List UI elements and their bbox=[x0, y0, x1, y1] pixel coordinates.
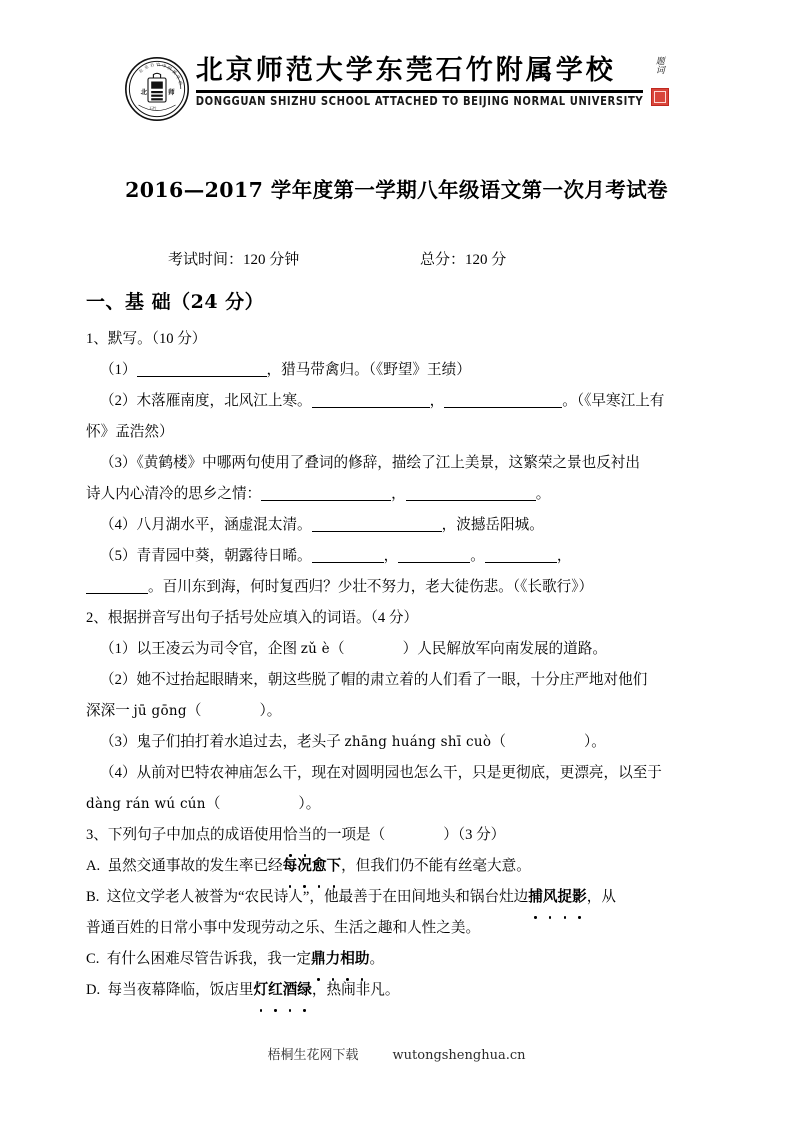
item-text: 八月湖水平，涵虚混太清。 bbox=[136, 516, 312, 533]
question-1-item-1 bbox=[86, 355, 706, 386]
item-text: ）人民解放军向南发展的道路。 bbox=[402, 640, 607, 657]
red-seal-stamp-icon bbox=[651, 88, 669, 106]
item-text: ， bbox=[556, 547, 572, 564]
item-text: 3、下列句子中加点的成语使用 bbox=[86, 826, 284, 843]
option-text: 这位文学老人被誉为“农民诗人”，他最善于在田间地头和锅台灶边 bbox=[106, 888, 529, 905]
question-3-option-c[interactable] bbox=[86, 944, 706, 975]
item-text: 鬼子们拍打着水追过去，老头子 bbox=[136, 733, 345, 750]
item-text: ）（3 分） bbox=[443, 826, 506, 843]
answer-blank[interactable] bbox=[86, 578, 148, 594]
item-label: （4） bbox=[100, 516, 137, 533]
svg-text:附: 附 bbox=[166, 65, 173, 72]
question-3-stem bbox=[86, 820, 706, 851]
question-1-item-2-cont: 怀》孟浩然） bbox=[86, 423, 174, 440]
option-text: ，热闹非凡。 bbox=[311, 981, 400, 998]
item-text: 。 bbox=[535, 485, 551, 502]
svg-text:学: 学 bbox=[174, 74, 182, 81]
question-3-option-d[interactable] bbox=[86, 975, 706, 1006]
exam-body bbox=[86, 290, 706, 1006]
option-text: ，但我们仍不能有丝毫大意。 bbox=[341, 857, 531, 874]
item-label: （1） bbox=[100, 361, 137, 378]
question-2-item-4-cont: dàng rán wú cún（ ）。 bbox=[86, 795, 321, 812]
answer-blank[interactable] bbox=[485, 547, 557, 563]
svg-text:石: 石 bbox=[149, 62, 155, 69]
question-3-option-b[interactable] bbox=[86, 882, 706, 913]
item-label: （5） bbox=[100, 547, 137, 564]
option-text: 每当夜幕降临，饭店里 bbox=[107, 981, 254, 998]
svg-text:北: 北 bbox=[137, 67, 144, 75]
item-text: ， bbox=[383, 547, 399, 564]
answer-blank[interactable] bbox=[406, 485, 536, 501]
option-label: B. bbox=[86, 888, 100, 905]
item-text: ，猎马带禽归。（《野望》王绩） bbox=[266, 361, 471, 378]
exam-duration-label: 考试时间：120 分钟 bbox=[168, 252, 300, 268]
item-text: ）。 bbox=[298, 795, 321, 812]
item-text: 深深一 bbox=[86, 702, 134, 719]
letterhead-annotations bbox=[651, 54, 669, 106]
item-text: 。百川东到海，何时复西归？少壮不努力，老大徒伤悲。（《长歌行》） bbox=[148, 578, 594, 595]
option-label: A. bbox=[86, 857, 101, 874]
exam-total-score-label: 总分：120 分 bbox=[420, 252, 507, 268]
item-text: 的一项是（ bbox=[312, 826, 386, 843]
school-name-chinese: 北京师范大学东莞石竹附属学校 bbox=[195, 55, 616, 86]
pinyin-hint: dàng rán wú cún bbox=[86, 795, 206, 812]
section-heading-basics: 一、基 础（24 分） bbox=[86, 291, 265, 313]
question-1-item-4 bbox=[86, 510, 706, 541]
question-2-stem: 2、根据拼音写出句子括号处应填入的词语。（4 分） bbox=[86, 609, 419, 626]
svg-text:属: 属 bbox=[171, 69, 178, 76]
option-text: ，从 bbox=[586, 888, 616, 905]
question-1-item-2 bbox=[86, 386, 706, 417]
answer-blank[interactable] bbox=[137, 361, 267, 377]
question-2-item-1: （1）以王凌云为司令官，企图 zǔ è（ ）人民解放军向南发展的道路。 bbox=[100, 640, 607, 657]
question-1-item-5-cont bbox=[86, 572, 706, 603]
item-text: 她不过抬起眼睛来，朝这些脱了帽的肃立着的人们看了一眼，十分庄严地对他们 bbox=[136, 671, 648, 688]
question-2-item-2-cont: 深深一 jū gōng（ ）。 bbox=[86, 702, 282, 719]
question-3-option-a[interactable] bbox=[86, 851, 706, 882]
letterhead-divider bbox=[196, 90, 643, 93]
svg-text:京: 京 bbox=[143, 63, 150, 71]
question-2-item-4 bbox=[86, 758, 706, 789]
item-text: ， bbox=[429, 392, 445, 409]
emphasized-idiom: 捕风捉影 bbox=[528, 882, 586, 913]
school-seal-icon bbox=[124, 56, 190, 122]
question-2-item-2 bbox=[86, 665, 706, 696]
svg-text:石竹: 石竹 bbox=[149, 106, 157, 111]
pinyin-hint: jū gōng bbox=[133, 702, 187, 719]
emphasized-idiom: 鼎力相助 bbox=[311, 944, 369, 975]
answer-blank[interactable] bbox=[312, 392, 430, 408]
question-1-item-3 bbox=[86, 448, 706, 479]
item-text: ， bbox=[391, 485, 406, 502]
question-1-item-3-cont bbox=[86, 479, 706, 510]
option-text: 有什么困难尽管告诉我，我一定 bbox=[106, 950, 312, 967]
question-2-item-3: （3）鬼子们拍打着水追过去，老头子 zhāng huáng shī cuò（ ）。 bbox=[100, 733, 606, 750]
svg-text:北: 北 bbox=[140, 88, 147, 96]
item-label: （4） bbox=[100, 764, 137, 781]
emphasized-idiom: 灯红酒绿 bbox=[253, 975, 311, 1006]
item-text: 从前对巴特农神庙怎么干，现在对圆明园也怎么干，只是更彻底，更漂亮，以至于 bbox=[136, 764, 662, 781]
item-text: 诗人内心清冷的思乡之情： bbox=[86, 485, 262, 502]
item-text: 青青园中葵，朝露待日晞。 bbox=[136, 547, 312, 564]
answer-blank[interactable] bbox=[312, 516, 442, 532]
item-label: （2） bbox=[100, 671, 137, 688]
item-text: 。 bbox=[470, 547, 485, 564]
footer-site-url: wutongshenghua.cn bbox=[392, 1048, 526, 1063]
item-label: （1） bbox=[100, 640, 137, 657]
pinyin-hint: zǔ è bbox=[300, 640, 330, 657]
question-1-stem: 1、默写。（10 分） bbox=[86, 330, 207, 347]
svg-text:竹: 竹 bbox=[155, 61, 161, 68]
emphasized-idiom: 每况愈下 bbox=[283, 851, 341, 882]
item-label: （3） bbox=[100, 454, 137, 471]
item-text: ，波撼岳阳城。 bbox=[441, 516, 544, 533]
answer-blank[interactable] bbox=[312, 547, 384, 563]
option-label: D. bbox=[86, 981, 101, 998]
school-letterhead bbox=[0, 54, 793, 122]
svg-text:师: 师 bbox=[167, 88, 175, 96]
pinyin-hint: zhāng huáng shī cuò bbox=[344, 733, 492, 750]
page-footer bbox=[0, 1044, 793, 1063]
page-title: 2016—2017 学年度第一学期八年级语文第一次月考试卷 bbox=[125, 178, 668, 202]
school-name-english: DONGGUAN SHIZHU SCHOOL ATTACHED TO BEIJING NORMAL UNIVERSITY bbox=[195, 94, 644, 109]
option-text: 。 bbox=[369, 950, 385, 967]
svg-text:中: 中 bbox=[161, 62, 167, 69]
option-label: C. bbox=[86, 950, 100, 967]
item-label: （3） bbox=[100, 733, 137, 750]
item-label: （2） bbox=[100, 392, 137, 409]
option-text: 虽然交通事故的发生率已经 bbox=[107, 857, 283, 874]
answer-blank[interactable] bbox=[261, 485, 391, 501]
question-1-item-5 bbox=[86, 541, 706, 572]
question-3-option-b-cont: 普通百姓的日常小事中发现劳动之乐、生活之趣和人性之美。 bbox=[86, 919, 481, 936]
item-text: ）。 bbox=[583, 733, 606, 750]
calligraphy-signature-icon: 题 词 bbox=[655, 57, 665, 77]
item-text: 以王凌云为司令官，企图 bbox=[136, 640, 301, 657]
svg-text:校: 校 bbox=[176, 79, 184, 86]
answer-blank[interactable] bbox=[444, 392, 562, 408]
footer-site-name: 梧桐生花网下载 bbox=[267, 1047, 359, 1062]
item-text: ）。 bbox=[259, 702, 282, 719]
item-text: 木落雁南度，北风江上寒。 bbox=[136, 392, 312, 409]
item-text: 。（《早寒江上有 bbox=[562, 392, 665, 409]
item-text: 《黄鹤楼》中哪两句使用了叠词的修辞，描绘了江上美景，这繁荣之景也反衬出 bbox=[136, 454, 640, 471]
answer-blank[interactable] bbox=[398, 547, 470, 563]
emphasized-term: 恰当 bbox=[283, 820, 312, 851]
